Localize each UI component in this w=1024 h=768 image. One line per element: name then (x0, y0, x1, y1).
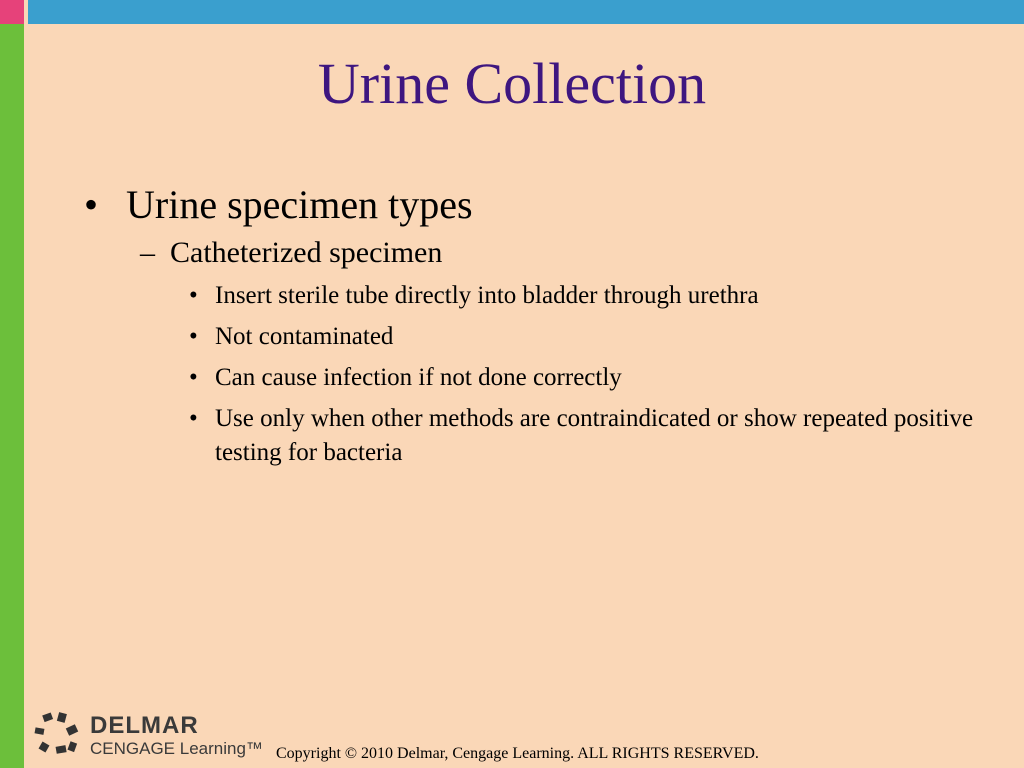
top-bar-gap (0, 24, 1024, 28)
bullet-dot-icon: • (189, 323, 198, 350)
bullet-text: Use only when other methods are contraindicated or show repeated positive testing for bacteria (215, 405, 974, 466)
bullet-dash-icon: – (140, 236, 155, 269)
bullet-text: Catheterized specimen (170, 236, 443, 269)
bullet-level-3 (84, 279, 984, 313)
slide-title: Urine Collection (317, 51, 707, 116)
bullet-level-3 (84, 402, 984, 470)
delmar-logo-icon (34, 712, 80, 758)
bullet-dot-icon: • (189, 282, 198, 309)
bullet-level-1 (84, 180, 984, 230)
bullet-text: Can cause infection if not done correctly (215, 364, 622, 391)
copyright-text: Copyright © 2010 Delmar, Cengage Learning. ALL RIGHTS RESERVED. (276, 745, 759, 762)
bullet-level-3 (84, 361, 984, 395)
slide-body (84, 180, 984, 470)
logo-wordmark-top: DELMAR (90, 712, 199, 739)
bullet-text: Urine specimen types (126, 182, 473, 227)
top-accent-bar (0, 0, 1024, 24)
corner-accent (0, 0, 24, 24)
bullet-dot-icon: • (189, 405, 198, 432)
bullet-text: Insert sterile tube directly into bladder through urethra (215, 282, 759, 309)
logo-wordmark-bottom: CENGAGE Learning™ (90, 739, 263, 758)
bullet-level-3 (84, 320, 984, 354)
bullet-level-2 (84, 234, 984, 272)
publisher-logo (34, 712, 264, 760)
bullet-dot-icon: • (84, 182, 99, 227)
bullet-text: Not contaminated (215, 323, 394, 350)
bullet-dot-icon: • (189, 364, 198, 391)
